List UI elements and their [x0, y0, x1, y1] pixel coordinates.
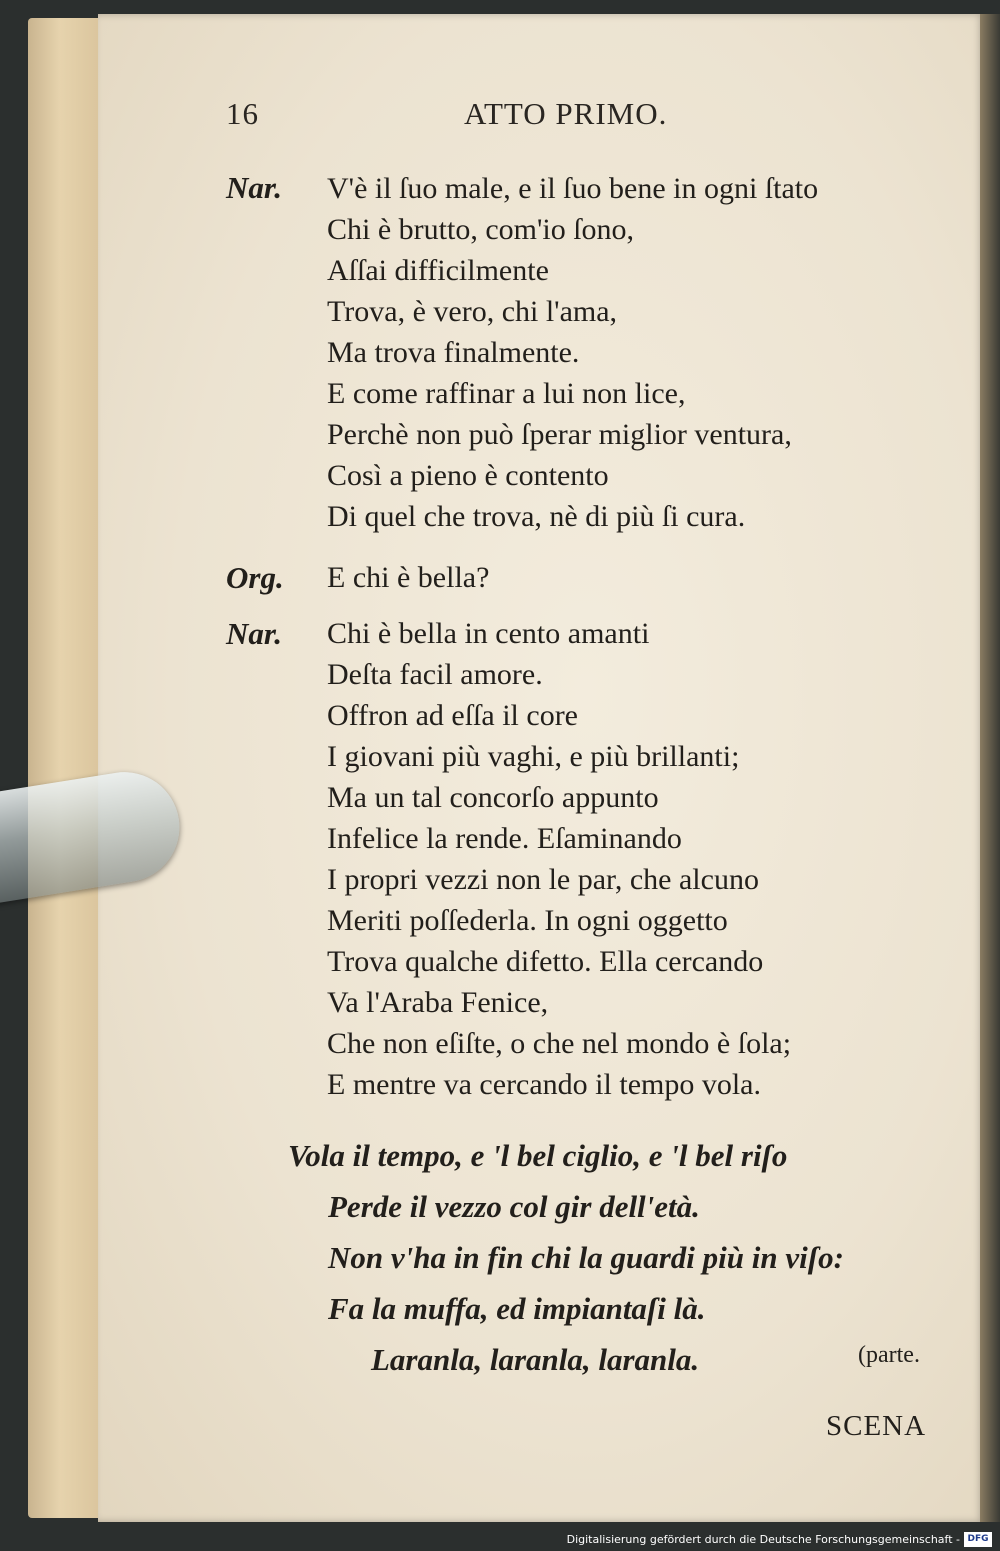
aria-line: Fa la muffa, ed impiantaſi là. — [328, 1291, 706, 1326]
verse-line: Così a pieno è contento — [327, 459, 609, 492]
aria-line: Non v'ha in fin chi la guardi più in viſo: — [328, 1240, 844, 1275]
verse-line: Chi è bella in cento amanti — [327, 617, 650, 650]
book-page-edges — [28, 18, 108, 1518]
speech-verse — [327, 613, 791, 1105]
stage-direction: (parte. — [858, 1342, 920, 1368]
verse-line: E chi è bella? — [327, 561, 490, 594]
aria-stanza — [288, 1130, 844, 1385]
verse-line: Aſſai difficilmente — [327, 254, 549, 287]
catchword: SCENA — [826, 1410, 927, 1442]
verse-line: Ma un tal concorſo appunto — [327, 781, 659, 814]
aria-line: Vola il tempo, e 'l bel ciglio, e 'l bel riſo — [288, 1138, 788, 1173]
aria-refrain: Laranla, laranla, laranla. — [371, 1342, 700, 1377]
dfg-logo: DFG — [964, 1532, 992, 1547]
aria-line: Perde il vezzo col gir dell'età. — [328, 1189, 700, 1224]
funding-credit: Digitalisierung gefördert durch die Deutsche Forschungsgemeinschaft - — [566, 1533, 960, 1546]
verse-line: Che non eſiſte, o che nel mondo è ſola; — [327, 1027, 792, 1060]
speech-verse — [327, 168, 818, 537]
verse-line: Infelice la rende. Eſaminando — [327, 822, 682, 855]
speaker-label: Nar. — [226, 170, 282, 205]
verse-line: Deſta facil amore. — [327, 658, 543, 691]
verse-line: Chi è brutto, com'io ſono, — [327, 213, 635, 246]
speaker-label: Org. — [226, 560, 284, 595]
page-header — [0, 96, 1000, 142]
verse-line: I giovani più vaghi, e più brillanti; — [327, 740, 740, 773]
verse-line: Trova, è vero, chi l'ama, — [327, 295, 618, 328]
verse-line: Offron ad eſſa il core — [327, 699, 579, 732]
verse-line: V'è il ſuo male, e il ſuo bene in ogni ſtato — [327, 172, 819, 205]
verse-line: E mentre va cercando il tempo vola. — [327, 1068, 761, 1101]
verse-line: I propri vezzi non le par, che alcuno — [327, 863, 759, 896]
verse-line: Trova qualche difetto. Ella cercando — [327, 945, 764, 978]
verse-line: E come raffinar a lui non lice, — [327, 377, 686, 410]
verse-line: Ma trova finalmente. — [327, 336, 580, 369]
verse-line: Di quel che trova, nè di più ſi cura. — [327, 500, 746, 533]
verse-line: Meriti poſſederla. In ogni oggetto — [327, 904, 728, 937]
footer-bar — [0, 1530, 1000, 1551]
speaker-label: Nar. — [226, 616, 282, 651]
running-title: ATTO PRIMO. — [464, 96, 668, 131]
verse-line: Perchè non può ſperar miglior ventura, — [327, 418, 792, 451]
speech-verse — [327, 557, 489, 598]
verse-line: Va l'Araba Fenice, — [327, 986, 549, 1019]
page-number: 16 — [226, 96, 259, 131]
book-spine-edge — [980, 14, 1000, 1522]
